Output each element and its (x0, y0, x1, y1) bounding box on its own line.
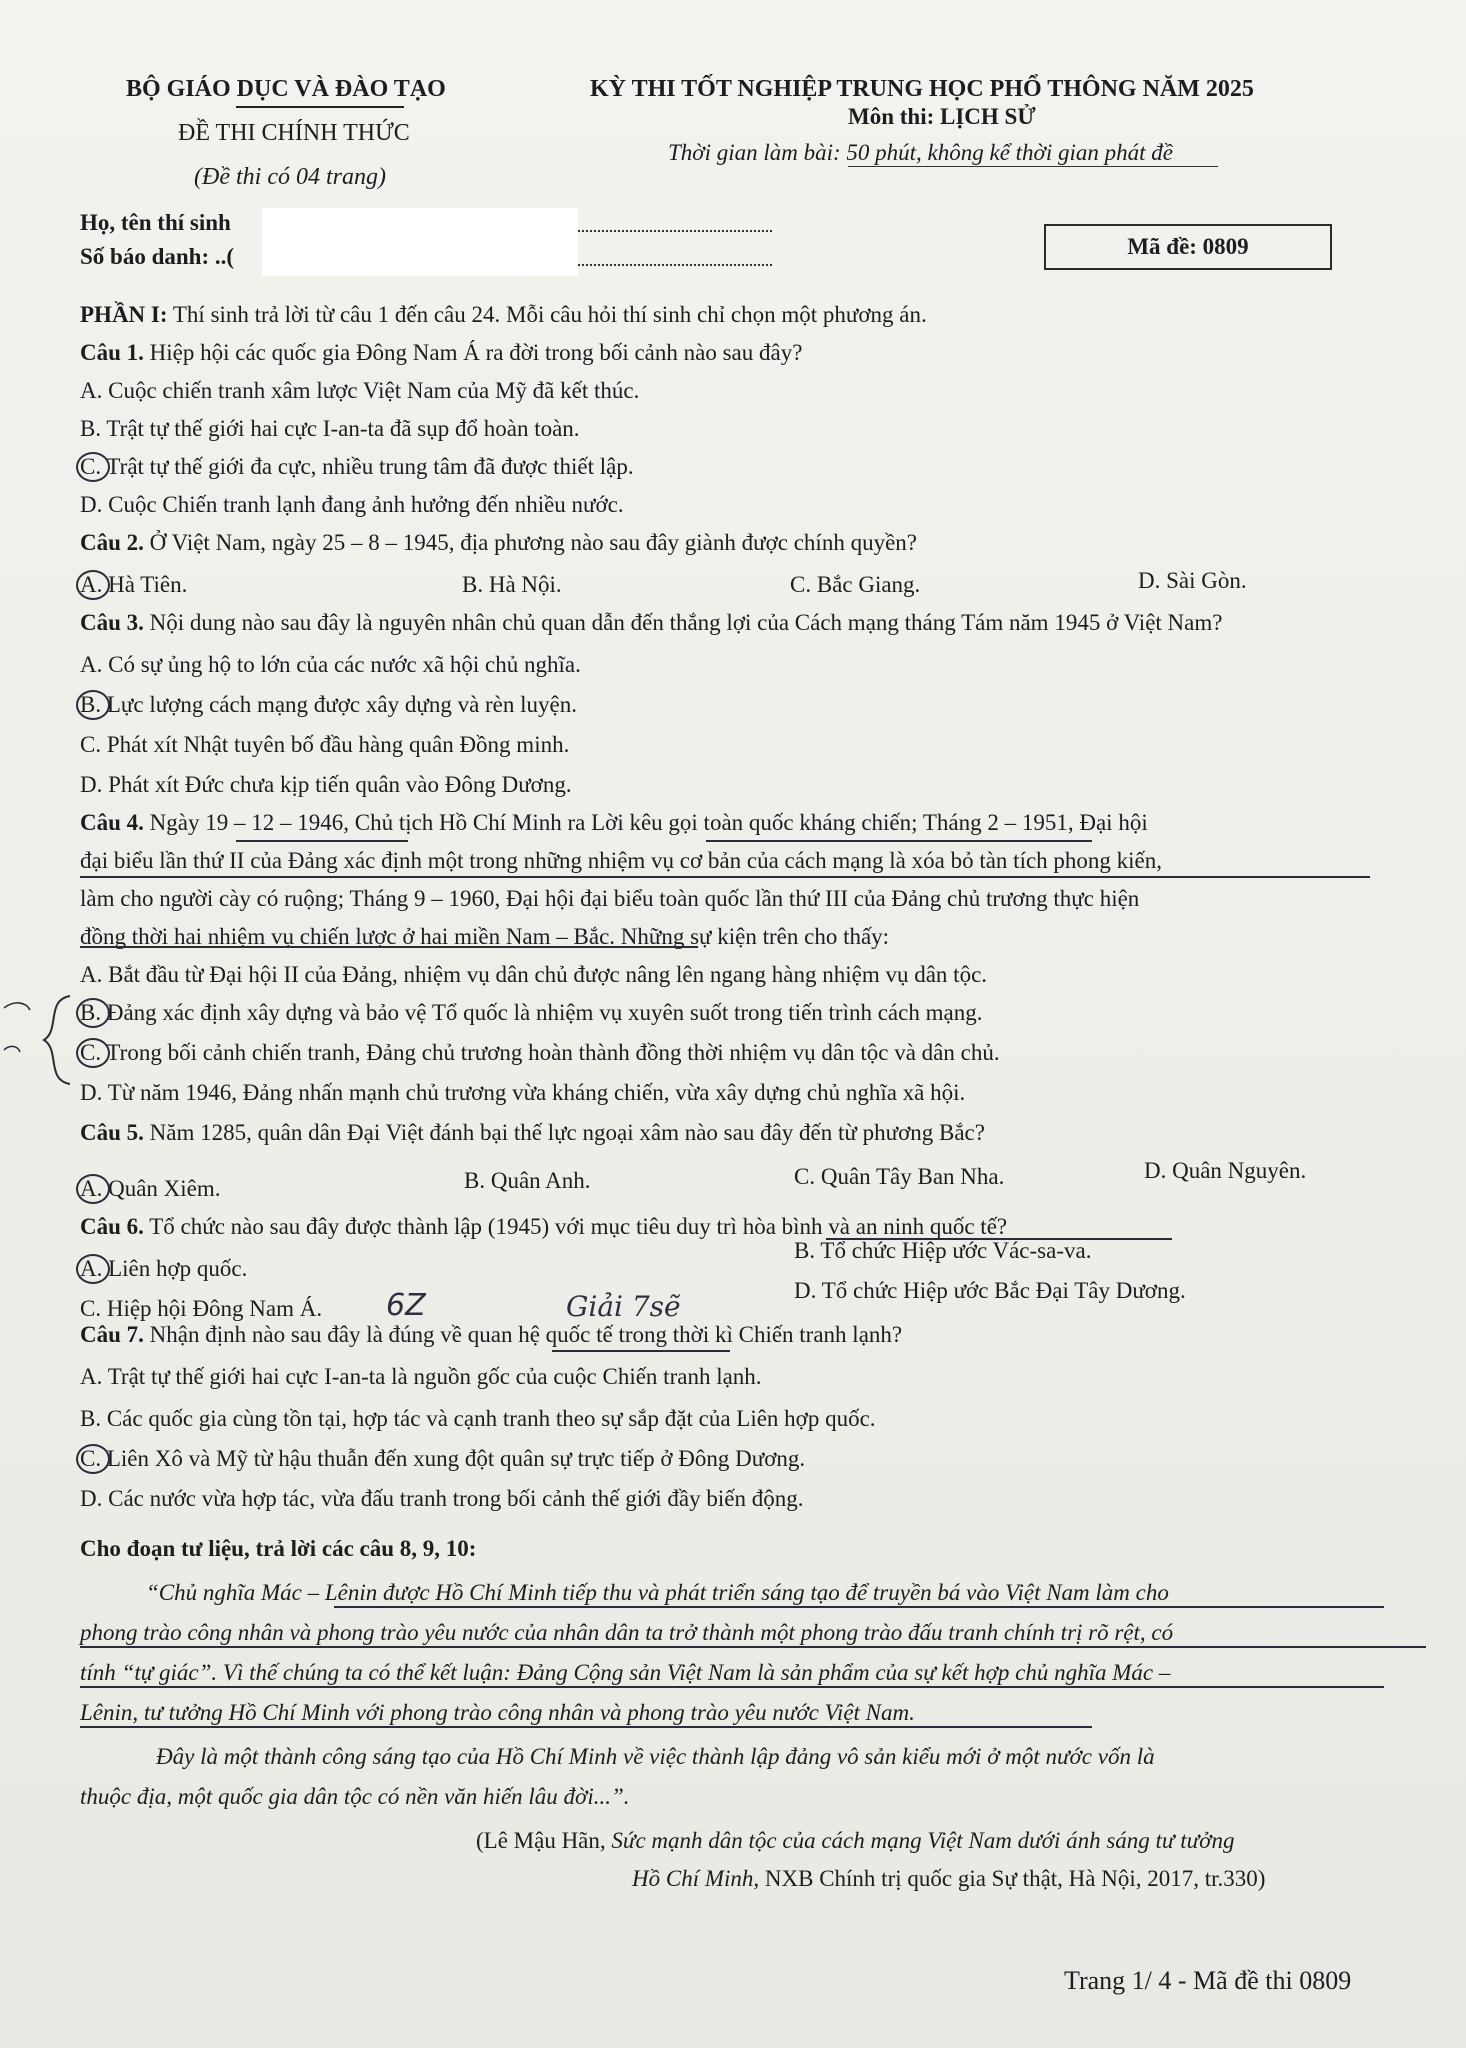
time-note: Thời gian làm bài: 50 phút, không kể thời gian phát đề (668, 140, 1173, 165)
q4-label: Câu 4. (80, 810, 144, 835)
passage-line-5: Đây là một thành công sáng tạo của Hồ Chí Minh về việc thành lập đảng vô sản kiểu mới ở một nước vốn là (156, 1744, 1155, 1769)
passage-line-6: thuộc địa, một quốc gia dân tộc có nền văn hiến lâu đời...”. (80, 1784, 630, 1809)
q1-option-c: C. Trật tự thế giới đa cực, nhiều trung tâm đã được thiết lập. (80, 454, 634, 479)
q1-option-b: B. Trật tự thế giới hai cực I-an-ta đã sụp đổ hoàn toàn. (80, 416, 580, 441)
q2-text: Ở Việt Nam, ngày 25 – 8 – 1945, địa phương nào sau đây giành được chính quyền? (149, 530, 917, 555)
q4-stem-line2: đại biểu lần thứ II của Đảng xác định một trong những nhiệm vụ cơ bản của cách mạng là xóa bỏ tàn tích phong kiến, (80, 848, 1163, 873)
exam-title: KỲ THI TỐT NGHIỆP TRUNG HỌC PHỔ THÔNG NĂM 2025 (590, 76, 1254, 102)
q4-underline-1 (236, 840, 408, 842)
source-line-2 (632, 1866, 1265, 1892)
part1-label: PHẦN I: (80, 302, 168, 327)
source-author: (Lê Mậu Hãn, (476, 1828, 612, 1853)
q4-underline-3 (80, 876, 1370, 878)
q5-option-d: D. Quân Nguyên. (1144, 1158, 1307, 1183)
q7-text: Nhận định nào sau đây là đúng về quan hệ quốc tế trong thời kì Chiến tranh lạnh? (149, 1322, 903, 1347)
passage-intro: Cho đoạn tư liệu, trả lời các câu 8, 9, 10: (80, 1536, 477, 1561)
q3-text: Nội dung nào sau đây là nguyên nhân chủ quan dẫn đến thắng lợi của Cách mạng tháng Tám năm 1945 ở Việt Nam? (149, 610, 1223, 635)
q4-underline-4 (80, 946, 698, 948)
q3-answer-circle (76, 690, 110, 720)
q2-option-a: A. Hà Tiên. (80, 572, 188, 597)
pages-note: (Đề thi có 04 trang) (194, 164, 386, 190)
q6-answer-circle (76, 1254, 110, 1284)
handwritten-note-1: 6Z (386, 1288, 426, 1323)
exam-code-box: Mã đề: 0809 (1044, 224, 1332, 270)
q4-option-d: D. Từ năm 1946, Đảng nhấn mạnh chủ trương vừa kháng chiến, vừa xây dựng chủ nghĩa xã hội. (80, 1080, 966, 1105)
passage-line-2: phong trào công nhân và phong trào yêu nước của nhân dân ta trở thành một phong trào đấu tranh chính trị rõ rệt, có (80, 1620, 1174, 1645)
q5-stem (80, 1120, 985, 1146)
q4-answer-circle-c (76, 1038, 110, 1068)
passage-line-1: “Chủ nghĩa Mác – Lênin được Hồ Chí Minh tiếp thu và phát triển sáng tạo để truyền bá vào Việt Nam làm cho (146, 1580, 1169, 1605)
q6-label: Câu 6. (80, 1214, 144, 1239)
redacted-box (262, 208, 578, 276)
q3-option-b: B. Lực lượng cách mạng được xây dựng và rèn luyện. (80, 692, 577, 717)
q1-text: Hiệp hội các quốc gia Đông Nam Á ra đời trong bối cảnh nào sau đây? (149, 340, 803, 365)
part1-instruction (80, 302, 927, 328)
q2-label: Câu 2. (80, 530, 144, 555)
q2-option-d: D. Sài Gòn. (1138, 568, 1247, 593)
source-title-part1: Sức mạnh dân tộc của cách mạng Việt Nam dưới ánh sáng tư tưởng (611, 1828, 1235, 1853)
q3-option-c: C. Phát xít Nhật tuyên bố đầu hàng quân Đồng minh. (80, 732, 570, 757)
q5-answer-circle (76, 1174, 110, 1204)
q4-option-c: C. Trong bối cảnh chiến tranh, Đảng chủ trương hoàn thành đồng thời nhiệm vụ dân tộc và dân chủ. (80, 1040, 1000, 1065)
name-dotline (578, 230, 772, 232)
q1-answer-circle (76, 452, 110, 482)
q1-option-d: D. Cuộc Chiến tranh lạnh đang ảnh hưởng đến nhiều nước. (80, 492, 624, 517)
q3-option-a: A. Có sự ủng hộ to lớn của các nước xã hội chủ nghĩa. (80, 652, 581, 677)
q7-answer-circle (76, 1444, 110, 1474)
passage-underline-1 (334, 1606, 1384, 1608)
q3-label: Câu 3. (80, 610, 144, 635)
q7-option-b: B. Các quốc gia cùng tồn tại, hợp tác và cạnh tranh theo sự sắp đặt của Liên hợp quốc. (80, 1406, 876, 1431)
q4-stem-line4: đồng thời hai nhiệm vụ chiến lược ở hai miền Nam – Bắc. Những sự kiện trên cho thấy: (80, 924, 890, 949)
q7-label: Câu 7. (80, 1322, 144, 1347)
q7-underline (552, 1350, 730, 1352)
handwritten-note-2: Giải 7sẽ (566, 1290, 681, 1323)
q2-option-b: B. Hà Nội. (462, 572, 562, 597)
passage-underline-3 (80, 1686, 1384, 1688)
passage-line-3: tính “tự giác”. Vì thế chúng ta có thể kết luận: Đảng Cộng sản Việt Nam là sản phẩm của sự kết hợp chủ nghĩa Mác – (80, 1660, 1171, 1685)
source-line-1 (476, 1828, 1234, 1854)
q2-stem (80, 530, 917, 556)
q5-option-c: C. Quân Tây Ban Nha. (794, 1164, 1005, 1189)
part1-text: Thí sinh trả lời từ câu 1 đến câu 24. Mỗi câu hỏi thí sinh chỉ chọn một phương án. (172, 302, 927, 327)
q4-stem-line3: làm cho người cày có ruộng; Tháng 9 – 1960, Đại hội đại biểu toàn quốc lần thứ III của Đảng chủ trương thực hiện (80, 886, 1140, 911)
subject-label: Môn thi: LỊCH SỬ (848, 104, 1036, 129)
q5-option-a: A. Quân Xiêm. (80, 1176, 221, 1201)
q6-option-b: B. Tổ chức Hiệp ước Vác-sa-va. (794, 1238, 1092, 1263)
q2-answer-circle (76, 570, 110, 600)
candidate-id-label: Số báo danh: ..( (80, 244, 235, 269)
q6-stem (80, 1214, 1007, 1240)
source-publisher: , NXB Chính trị quốc gia Sự thật, Hà Nội, 2017, tr.330) (753, 1866, 1266, 1891)
q4-stem-line1 (80, 810, 1148, 836)
q2-option-c: C. Bắc Giang. (790, 572, 921, 597)
q7-option-d: D. Các nước vừa hợp tác, vừa đấu tranh trong bối cảnh thế giới đầy biến động. (80, 1486, 804, 1511)
q4-option-a: A. Bắt đầu từ Đại hội II của Đảng, nhiệm vụ dân chủ được nâng lên ngang hàng nhiệm vụ dân tộc. (80, 962, 988, 987)
q6-option-a: A. Liên hợp quốc. (80, 1256, 248, 1281)
time-underline (848, 166, 1218, 167)
q5-text: Năm 1285, quân dân Đại Việt đánh bại thế lực ngoại xâm nào sau đây đến từ phương Bắc? (149, 1120, 985, 1145)
q7-option-a: A. Trật tự thế giới hai cực I-an-ta là nguồn gốc của cuộc Chiến tranh lạnh. (80, 1364, 762, 1389)
q1-option-a: A. Cuộc chiến tranh xâm lược Việt Nam của Mỹ đã kết thúc. (80, 378, 640, 403)
q6-option-d: D. Tổ chức Hiệp ước Bắc Đại Tây Dương. (794, 1278, 1186, 1303)
margin-bracket-mark (0, 990, 80, 1090)
q7-option-c: C. Liên Xô và Mỹ từ hậu thuẫn đến xung đột quân sự trực tiếp ở Đông Dương. (80, 1446, 806, 1471)
official-label: ĐỀ THI CHÍNH THỨC (178, 120, 410, 146)
q6-option-c: C. Hiệp hội Đông Nam Á. (80, 1296, 323, 1321)
q7-stem (80, 1322, 902, 1348)
ministry-name: BỘ GIÁO DỤC VÀ ĐÀO TẠO (126, 76, 446, 102)
passage-underline-2 (80, 1646, 1426, 1648)
candidate-name-label: Họ, tên thí sinh (80, 210, 231, 235)
q5-option-b: B. Quân Anh. (464, 1168, 591, 1193)
q4-underline-2 (706, 840, 1092, 842)
q6-text: Tổ chức nào sau đây được thành lập (1945) với mục tiêu duy trì hòa bình và an ninh quốc tế? (149, 1214, 1008, 1239)
q3-stem (80, 610, 1222, 636)
q4-option-b: B. Đảng xác định xây dựng và bảo vệ Tổ quốc là nhiệm vụ xuyên suốt trong tiến trình cách mạng. (80, 1000, 983, 1025)
q4-answer-circle-b (76, 998, 110, 1028)
q4-text-l1: Ngày 19 – 12 – 1946, Chủ tịch Hồ Chí Minh ra Lời kêu gọi toàn quốc kháng chiến; Tháng 2 – 1951, Đại hội (149, 810, 1148, 835)
ministry-underline (236, 106, 404, 108)
id-dotline (578, 264, 772, 266)
q5-label: Câu 5. (80, 1120, 144, 1145)
q3-option-d: D. Phát xít Đức chưa kịp tiến quân vào Đông Dương. (80, 772, 572, 797)
q1-stem (80, 340, 802, 366)
passage-underline-4 (80, 1726, 1092, 1728)
source-title-part2: Hồ Chí Minh (632, 1866, 754, 1891)
passage-line-4: Lênin, tư tưởng Hồ Chí Minh với phong trào công nhân và phong trào yêu nước Việt Nam. (80, 1700, 915, 1725)
page-footer: Trang 1/ 4 - Mã đề thi 0809 (1064, 1966, 1352, 1995)
q1-label: Câu 1. (80, 340, 144, 365)
